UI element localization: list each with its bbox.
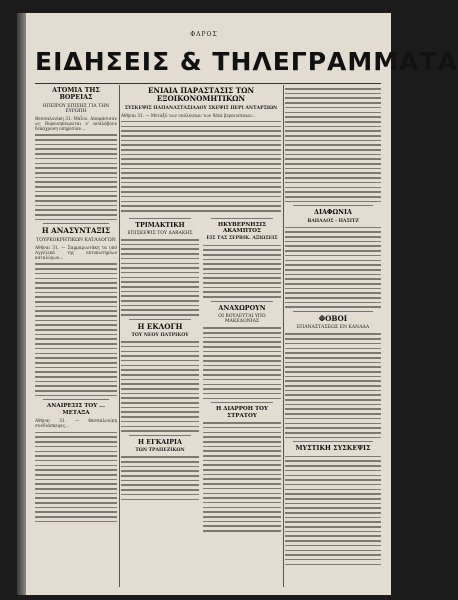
article-body <box>121 239 199 316</box>
article-body <box>285 227 381 308</box>
article-body <box>35 432 117 523</box>
article-headline: Η ΕΚΛΟΓΗ <box>137 321 183 331</box>
article-headline: ΔΙΑΦΩΝΙΑ <box>314 208 352 217</box>
article-subheadline: ΤΟΥΡΚΟΚΡΗΤΙΚΩΝ ΚΑΤΑΛΟΓΩΝ <box>36 237 116 243</box>
divider <box>129 435 191 436</box>
article-body <box>35 134 117 220</box>
divider <box>293 205 373 206</box>
article-subheadline: ΕΙΣ ΤΑΣ ΣΕΡΒΙΚ. ΑΞΙΩΣΕΙΣ <box>206 236 278 242</box>
article-body <box>285 333 381 438</box>
article-body <box>35 263 117 396</box>
article-subheadline: ΤΟΥ ΝΕΟΥ ΠΑΤΡΙΚΟΥ <box>131 333 189 339</box>
article-headline: ΦΟΒΟΙ <box>318 314 348 324</box>
article-subheadline: ΟΙ ΒΟΥΛΕΥΤΑΙ ΥΠΟ ΜΑΚΕΔΟΝΙΑΣ <box>218 314 266 325</box>
article-body <box>285 456 381 565</box>
article-headline: ΜΥΣΤΙΚΗ ΣΥΣΚΕΨΙΣ <box>295 444 371 453</box>
article-lead: Θεσσαλονίκη 31. Μαΐου. Αποφάσισαν ως Βορειοηπειρώται ν' αναλάβουν δεκάχρονη υπηρεσίαν... <box>35 115 117 132</box>
article-body <box>203 422 281 531</box>
newspaper-page <box>17 13 458 595</box>
article-headline: Η ΕΓΚΑΙΡΙΑ <box>138 437 182 446</box>
article-lead: Αθήναι 31. — Θεσσαλονίκη συνδιάσκεψις... <box>35 418 117 429</box>
banner-headline: ΕΙΔΗΣΕΙΣ & ΤΗΛΕΓΡΑΜΜΑΤΑ <box>35 47 458 76</box>
article-body <box>203 327 281 399</box>
article-headline: ΕΝΙΑΙΑ ΠΑΡΑΣΤΑΣΙΣ ΤΩΝ ΕΞΟΙΚΟΝΟΜΗΤΙΚΩΝ <box>147 86 255 104</box>
article-row <box>121 215 281 535</box>
article-headline: Η ΔΙΑΡΡΟΗ ΤΟΥ ΣΤΡΑΤΟΥ <box>215 406 269 419</box>
divider <box>129 218 191 219</box>
article-subheadline: ΕΠΙΣΚΕΨΙΣ ΤΟΥ ΔΑΒΑΚΗΣ <box>127 230 193 236</box>
banner-rule <box>35 83 381 84</box>
article-body <box>121 341 199 432</box>
article-headline: ΗΚΥΒΕΡΝΗΣΙΣ ΑΚΑΜΠΤΟΣ <box>217 221 267 235</box>
divider <box>211 218 273 219</box>
divider <box>43 223 109 224</box>
divider <box>293 311 373 312</box>
article-headline: Η ΑΝΑΣΥΝΤΑΞΙΣ <box>41 226 111 236</box>
column-divider <box>283 85 284 587</box>
article-subheadline: ΗΠΕΙΡΟΥ ΕΠΙΣΗΣ ΓΙΑ ΤΗΝ ΕΥΡΩΠΗ <box>42 103 110 114</box>
article-body <box>121 121 281 212</box>
article-body <box>285 88 381 202</box>
article-subheadline: ΤΩΝ ΤΡΑΠΕΖΙΚΩΝ <box>135 448 185 454</box>
divider <box>129 319 191 320</box>
page-binding <box>17 13 26 595</box>
masthead-title: ΦΑΡΟΣ <box>190 31 218 38</box>
divider <box>211 301 273 302</box>
column-1 <box>35 85 117 587</box>
article-body <box>203 245 281 298</box>
article-headline: ΤΡΙΜΑΚΤΙΚΗ <box>135 220 185 229</box>
column-divider <box>119 85 120 587</box>
article-headline: ΑΤΟΜΙΑ ΤΗΣ ΒΟΡΕΙΑΣ <box>52 86 100 102</box>
article-body <box>121 456 199 500</box>
article-subheadline: ΒΑΠΑΛΟΣ - ΠΑΣΙΤΖ <box>307 218 359 224</box>
article-headline: ΑΝΑΧΩΡΟΥΝ <box>218 303 266 312</box>
column-3 <box>285 85 381 587</box>
article-subheadline: ΣΥΣΚΕΨΙΣ ΠΑΠΑΝΑΣΤΑΣΙΑΔΟΥ ΣΚΕΨΙΣ ΠΕΡΙ ΑΝΤΑΡΣΙΩΝ <box>124 105 278 111</box>
divider <box>293 441 373 442</box>
divider <box>211 402 273 403</box>
article-lead: Αθήναι 31. — Σαμμαριωτάκη τα υπό Αγγελικά της εκτυπωτηρίων καταλόγων... <box>35 244 117 261</box>
article-block <box>203 215 281 535</box>
article-lead: Αθήναι 31. — Μεταξύ των υπόλοιπων των δέκα βεραιοσπεων... <box>121 112 256 118</box>
column-2 <box>121 85 281 587</box>
article-subheadline: ΕΠΑΝΑΣΤΑΣΕΩΣ ΕΝ ΚΑΝΑΔΑ <box>296 325 370 331</box>
article-block <box>121 215 199 535</box>
article-headline: ΑΝΑΙΡΕΣΙΣ ΤΟΥ ... ΜΕΤΑΞΑ <box>46 403 106 416</box>
divider <box>43 399 109 400</box>
